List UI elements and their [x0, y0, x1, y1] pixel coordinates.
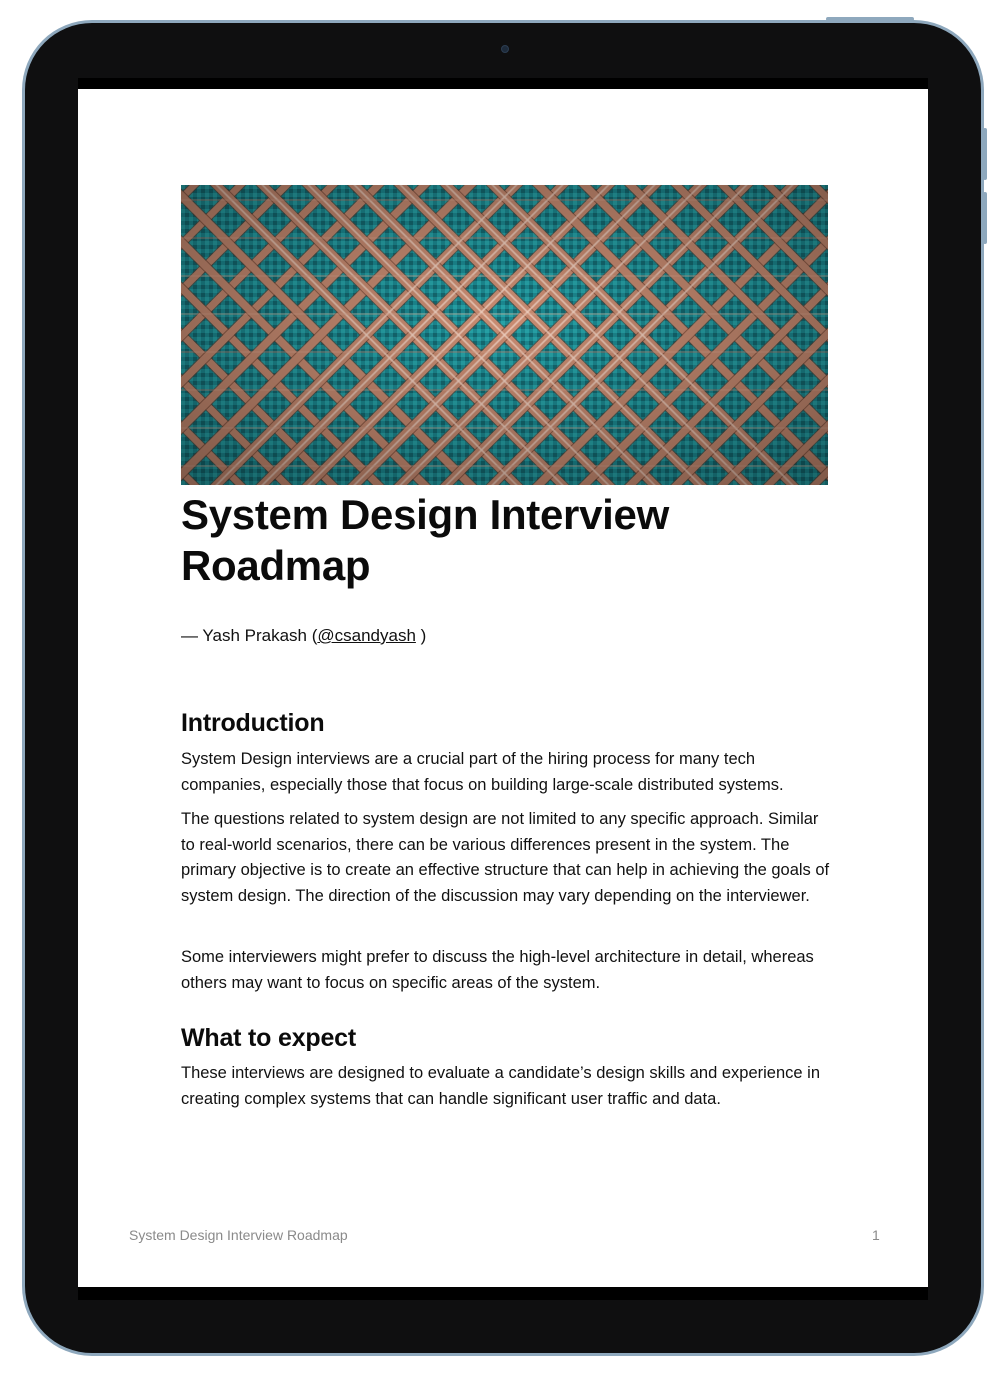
author-handle-link[interactable]: @csandyash — [317, 626, 416, 645]
hero-image — [181, 185, 828, 485]
byline-prefix: — Yash Prakash ( — [181, 626, 318, 645]
tablet-screen — [78, 78, 928, 1300]
footer-title: System Design Interview Roadmap — [129, 1227, 348, 1243]
document-title: System Design Interview Roadmap — [181, 491, 669, 589]
intro-paragraph-1: System Design interviews are a crucial part of the hiring process for many tech companies, especially those that focus on building large-scale distributed systems. — [181, 750, 784, 794]
lattice-pattern-image — [181, 185, 828, 485]
expect-paragraph-1: These interviews are designed to evaluate a candidate’s design skills and experience in creating complex systems that can handle significant user traffic and data. — [181, 1064, 821, 1108]
section-heading-introduction: Introduction — [181, 709, 325, 737]
front-camera-icon — [501, 45, 509, 53]
section-heading-what-to-expect: What to expect — [181, 1024, 356, 1052]
author-byline — [181, 626, 426, 646]
volume-up-button — [983, 128, 987, 180]
byline-suffix: ) — [415, 626, 427, 645]
page-number: 1 — [872, 1227, 880, 1243]
intro-paragraph-3: Some interviewers might prefer to discuss the high-level architecture in detail, whereas others may want to focus on specific areas of the system. — [181, 948, 814, 992]
top-button — [826, 17, 914, 21]
document-page[interactable] — [78, 89, 928, 1287]
intro-paragraph-2: The questions related to system design are not limited to any specific approach. Similar to real-world scenarios, there can be various differences present in the system. The primary objective is to create an effective structure that can help in achieving the goals of system design. The direction of the discussion may vary depending on the interviewer. — [181, 810, 830, 905]
volume-down-button — [983, 192, 987, 244]
